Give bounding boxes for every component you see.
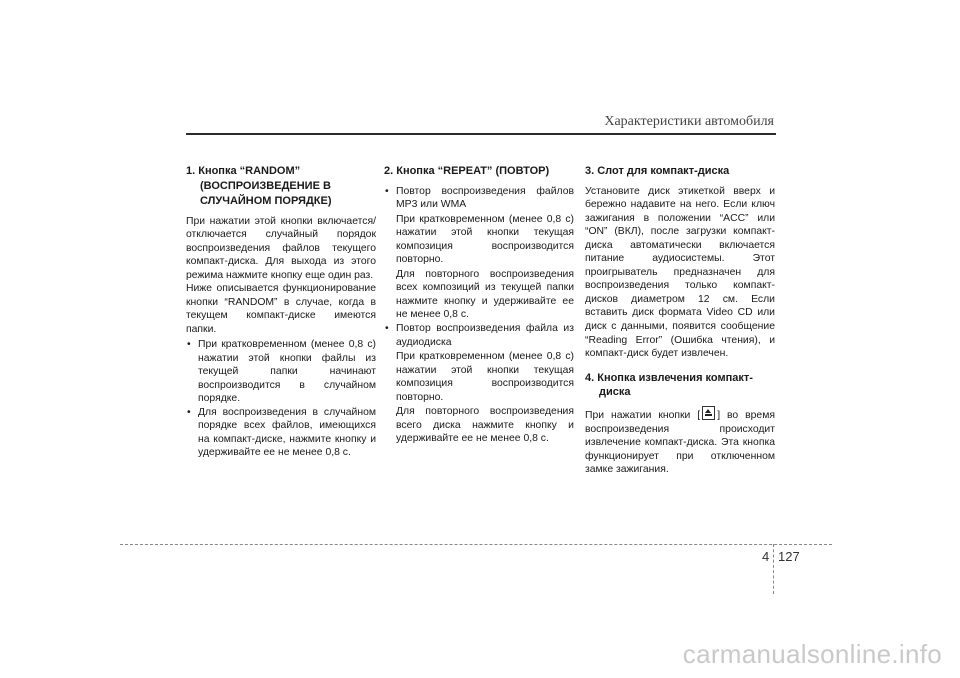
paragraph: При нажатии этой кнопки включается/отключается случайный порядок воспроизведения файлов текущего компакт-диска. Для выхода из этого режима нажмите кнопку еще один раз. [186,215,376,281]
column-2 [384,164,574,446]
list-item: • Для воспроизведения в случайном порядке всех файлов, имеющихся на компакт-диске, нажмите кнопку и удерживайте ее не менее 0,8 с. [186,406,376,460]
list-item [384,322,574,446]
heading-eject-line2: диска [599,386,631,399]
page-number: 127 [778,549,800,564]
paragraph: Для повторного воспроизведения всего диска нажмите кнопку и удерживайте ее не менее 0,8 с. [396,406,574,445]
list-item [384,185,574,322]
list-item-title: Повтор воспроизведения файлов MP3 или WMA [396,185,574,211]
chapter-number: 4 [762,549,770,564]
paragraph: Для повторного воспроизведения всех композиций из текущей папки нажмите кнопку и удерживайте ее не менее 0,8 с. [396,268,574,321]
paragraph: При кратковременном (менее 0,8 с) нажатии этой кнопки текущая композиция воспроизводится повторно. [396,213,574,266]
watermark: carmanualsonline.info [682,639,942,669]
paragraph-text: При нажатии кнопки [ [585,410,701,422]
paragraph [585,406,775,477]
list-item-title: Повтор воспроизведения файла из аудиодиска [396,323,574,348]
footer-divider [773,544,774,594]
running-header: Характеристики автомобиля [604,114,774,129]
column-1 [186,164,376,460]
paragraph: Установите диск этикеткой вверх и бережно надавите на него. Если ключ зажигания в положении “ACC” или “ON” (ВКЛ), после загрузки компакт-диска автоматически включается питание аудиосистемы. Этот проигрыватель предназначен для воспроизведения только компакт-дисков диаметром 12 см. Если вставить диск формата Video CD или диск с данными, появится сообщение “Reading Error” (Ошибка чтения), и компакт-диск будет извлечен. [585,185,775,360]
section-heading-random [186,164,376,209]
heading-random-line1: 1. Кнопка “RANDOM” [186,165,301,177]
section-heading-eject [585,371,775,401]
section-heading-repeat: 2. Кнопка “REPEAT” (ПОВТОР) [384,165,550,177]
bullet-list [384,185,574,446]
header-rule [186,133,776,135]
list-item: • При кратковременном (менее 0,8 с) нажатии этой кнопки файлы из текущей папки начинают воспроизводится в случайном порядке. [186,338,376,406]
bullet-list [186,338,376,460]
paragraph: Ниже описывается функционирование кнопки “RANDOM” в случае, когда в текущем компакт-диске имеются папки. [186,283,376,335]
paragraph-text: ] во время воспроизведения происходит извлечение компакт-диска. Эта кнопка функционирует при отключенном замке зажигания. [585,410,775,476]
paragraph: При кратковременном (менее 0,8 с) нажатии этой кнопки текущая композиция воспроизводится повторно. [396,351,574,403]
eject-icon [702,406,715,420]
section-heading-cd-slot: 3. Слот для компакт-диска [585,165,730,177]
footer-rule [120,544,832,545]
heading-eject-line1: 4. Кнопка извлечения компакт- [585,371,753,384]
heading-random-line2: (ВОСПРОИЗВЕДЕНИЕ В СЛУЧАЙНОМ ПОРЯДКЕ) [200,179,332,207]
column-3 [585,164,775,477]
